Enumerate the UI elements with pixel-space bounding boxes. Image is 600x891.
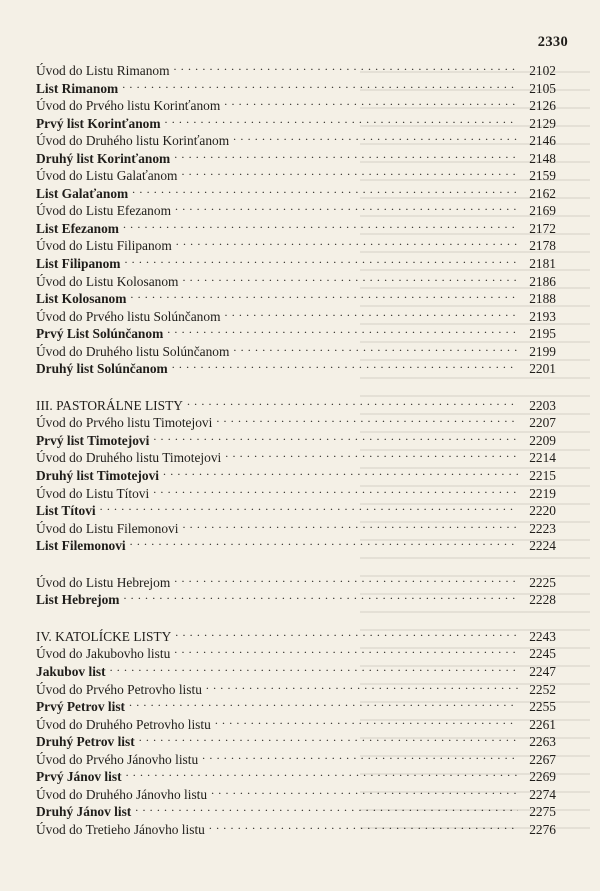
toc-entry-page: 2252 [529,681,556,697]
dot-leader [167,321,518,338]
toc-entry-page: 2105 [529,80,556,96]
toc-entry-title: List Kolosanom [36,291,127,307]
dot-leader [187,393,518,410]
dot-leader [209,817,518,834]
table-of-contents [36,58,556,837]
toc-section [36,58,556,377]
dot-leader [172,356,518,373]
toc-entry-title: Prvý Jánov list [36,769,122,785]
toc-entry-title: Úvod do Listu Filipanom [36,238,172,254]
toc-entry-title: List Filipanom [36,256,121,272]
page-number: 2330 [537,34,568,50]
dot-leader [122,76,518,93]
dot-leader [123,587,518,604]
toc-entry-page: 2243 [529,628,556,644]
toc-entry-title: III. PASTORÁLNE LISTY [36,397,183,413]
toc-entry-page: 2255 [529,699,556,715]
dot-leader [211,782,518,799]
toc-entry-title: Druhý Petrov list [36,734,135,750]
dot-leader [165,111,518,128]
toc-entry-page: 2223 [529,520,556,536]
toc-entry-title: List Galaťanom [36,185,129,201]
toc-entry-title: List Filemonovi [36,538,126,554]
dot-leader [123,216,518,233]
dot-leader [174,146,518,163]
toc-entry-page: 2276 [529,821,556,837]
toc-entry-title: Druhý list Solúnčanom [36,361,168,377]
toc-entry-page: 2126 [529,98,556,114]
toc-entry-title: Prvý Petrov list [36,699,125,715]
toc-entry-title: Úvod do Druhého Jánovho listu [36,786,208,802]
dot-leader [215,712,518,729]
toc-entry-title: Úvod do Prvého listu Korinťanom [36,98,221,114]
toc-entry-page: 2102 [529,63,556,78]
dot-leader [124,251,518,268]
toc-entry[interactable] [36,498,556,519]
toc-entry-page: 2275 [529,804,556,820]
toc-entry-page: 2269 [529,769,556,785]
toc-entry-title: Jakubov list [36,663,106,679]
toc-entry-title: List Hebrejom [36,592,120,608]
toc-entry-page: 2228 [529,592,556,608]
toc-entry-title: Úvod do Druhého listu Solúnčanom [36,343,230,359]
toc-entry-title: Prvý list Timotejovi [36,432,150,448]
toc-section [36,624,556,835]
dot-leader [233,339,518,356]
toc-entry-page: 2261 [529,716,556,732]
toc-entry-page: 2188 [529,291,556,307]
toc-entry-page: 2203 [529,397,556,413]
toc-entry[interactable] [36,393,556,411]
toc-entry-page: 2267 [529,751,556,767]
dot-leader [139,729,518,746]
dot-leader [175,624,518,641]
toc-entry-page: 2247 [529,663,556,679]
toc-entry-page: 2186 [529,273,556,289]
dot-leader [153,481,518,498]
dot-leader [224,93,518,110]
toc-entry-title: List Efezanom [36,220,119,236]
toc-entry-title: Úvod do Prvého listu Solúnčanom [36,308,221,324]
toc-entry-title: Úvod do Listu Kolosanom [36,273,179,289]
dot-leader [206,677,518,694]
toc-entry-title: Úvod do Prvého Petrovho listu [36,681,202,697]
toc-entry-page: 2224 [529,538,556,554]
toc-entry-title: IV. KATOLÍCKE LISTY [36,628,172,644]
toc-section [36,570,556,608]
dot-leader [132,181,518,198]
toc-entry-title: Druhý Jánov list [36,804,132,820]
toc-entry-title: Úvod do Listu Rimanom [36,63,170,78]
dot-leader [225,445,518,462]
dot-leader [174,570,518,587]
toc-entry-page: 2162 [529,185,556,201]
toc-entry-page: 2178 [529,238,556,254]
toc-entry-page: 2219 [529,485,556,501]
toc-entry[interactable] [36,677,556,695]
toc-entry-page: 2209 [529,432,556,448]
toc-entry[interactable] [36,624,556,642]
toc-entry-title: Úvod do Druhého listu Timotejovi [36,450,222,466]
dot-leader [126,764,518,781]
dot-leader [182,269,518,286]
toc-entry-page: 2193 [529,308,556,324]
toc-entry[interactable] [36,58,556,76]
dot-leader [110,659,518,676]
dot-leader [130,286,518,303]
toc-entry-title: List Títovi [36,503,96,519]
toc-entry-title: Úvod do Druhého listu Korinťanom [36,133,230,149]
toc-entry-page: 2159 [529,168,556,184]
dot-leader [181,163,518,180]
toc-entry[interactable] [36,570,556,588]
dot-leader [100,498,518,515]
dot-leader [176,233,518,250]
toc-entry-title: Úvod do Listu Hebrejom [36,574,171,590]
toc-entry-page: 2263 [529,734,556,750]
toc-entry-title: Úvod do Listu Filemonovi [36,520,179,536]
toc-entry-page: 2220 [529,503,556,519]
toc-entry-title: Úvod do Tretieho Jánovho listu [36,821,205,837]
dot-leader [233,128,518,145]
dot-leader [182,516,518,533]
toc-entry-title: Úvod do Listu Títovi [36,485,150,501]
dot-leader [175,198,518,215]
dot-leader [174,641,518,658]
toc-entry-page: 2215 [529,468,556,484]
toc-entry[interactable] [36,659,556,677]
toc-section [36,393,556,554]
toc-entry-page: 2274 [529,786,556,802]
toc-entry-title: Druhý list Korinťanom [36,150,171,166]
dot-leader [135,799,518,816]
toc-entry-title: Druhý list Timotejovi [36,468,159,484]
toc-entry-title: Úvod do Listu Efezanom [36,203,171,219]
toc-entry-page: 2225 [529,574,556,590]
toc-entry-page: 2129 [529,115,556,131]
toc-entry-title: Úvod do Prvého Jánovho listu [36,751,199,767]
toc-entry-page: 2199 [529,343,556,359]
toc-entry-page: 2207 [529,415,556,431]
toc-entry-title: Úvod do Listu Galaťanom [36,168,178,184]
toc-entry-page: 2148 [529,150,556,166]
toc-entry-title: Prvý list Korinťanom [36,115,161,131]
dot-leader [130,533,518,550]
dot-leader [163,463,518,480]
toc-entry-title: Úvod do Prvého listu Timotejovi [36,415,213,431]
toc-entry-page: 2195 [529,326,556,342]
dot-leader [225,304,519,321]
toc-entry-page: 2245 [529,646,556,662]
toc-entry-page: 2181 [529,256,556,272]
toc-entry-page: 2201 [529,361,556,377]
toc-entry-page: 2172 [529,220,556,236]
dot-leader [174,58,518,75]
dot-leader [202,747,518,764]
toc-entry-title: Prvý List Solúnčanom [36,326,164,342]
toc-entry[interactable] [36,516,556,534]
toc-entry-title: Úvod do Druhého Petrovho listu [36,716,211,732]
toc-entry-page: 2169 [529,203,556,219]
dot-leader [153,428,518,445]
toc-entry-title: Úvod do Jakubovho listu [36,646,171,662]
dot-leader [129,694,518,711]
toc-entry-page: 2214 [529,450,556,466]
toc-entry-page: 2146 [529,133,556,149]
toc-entry-title: List Rimanom [36,80,119,96]
dot-leader [216,410,518,427]
